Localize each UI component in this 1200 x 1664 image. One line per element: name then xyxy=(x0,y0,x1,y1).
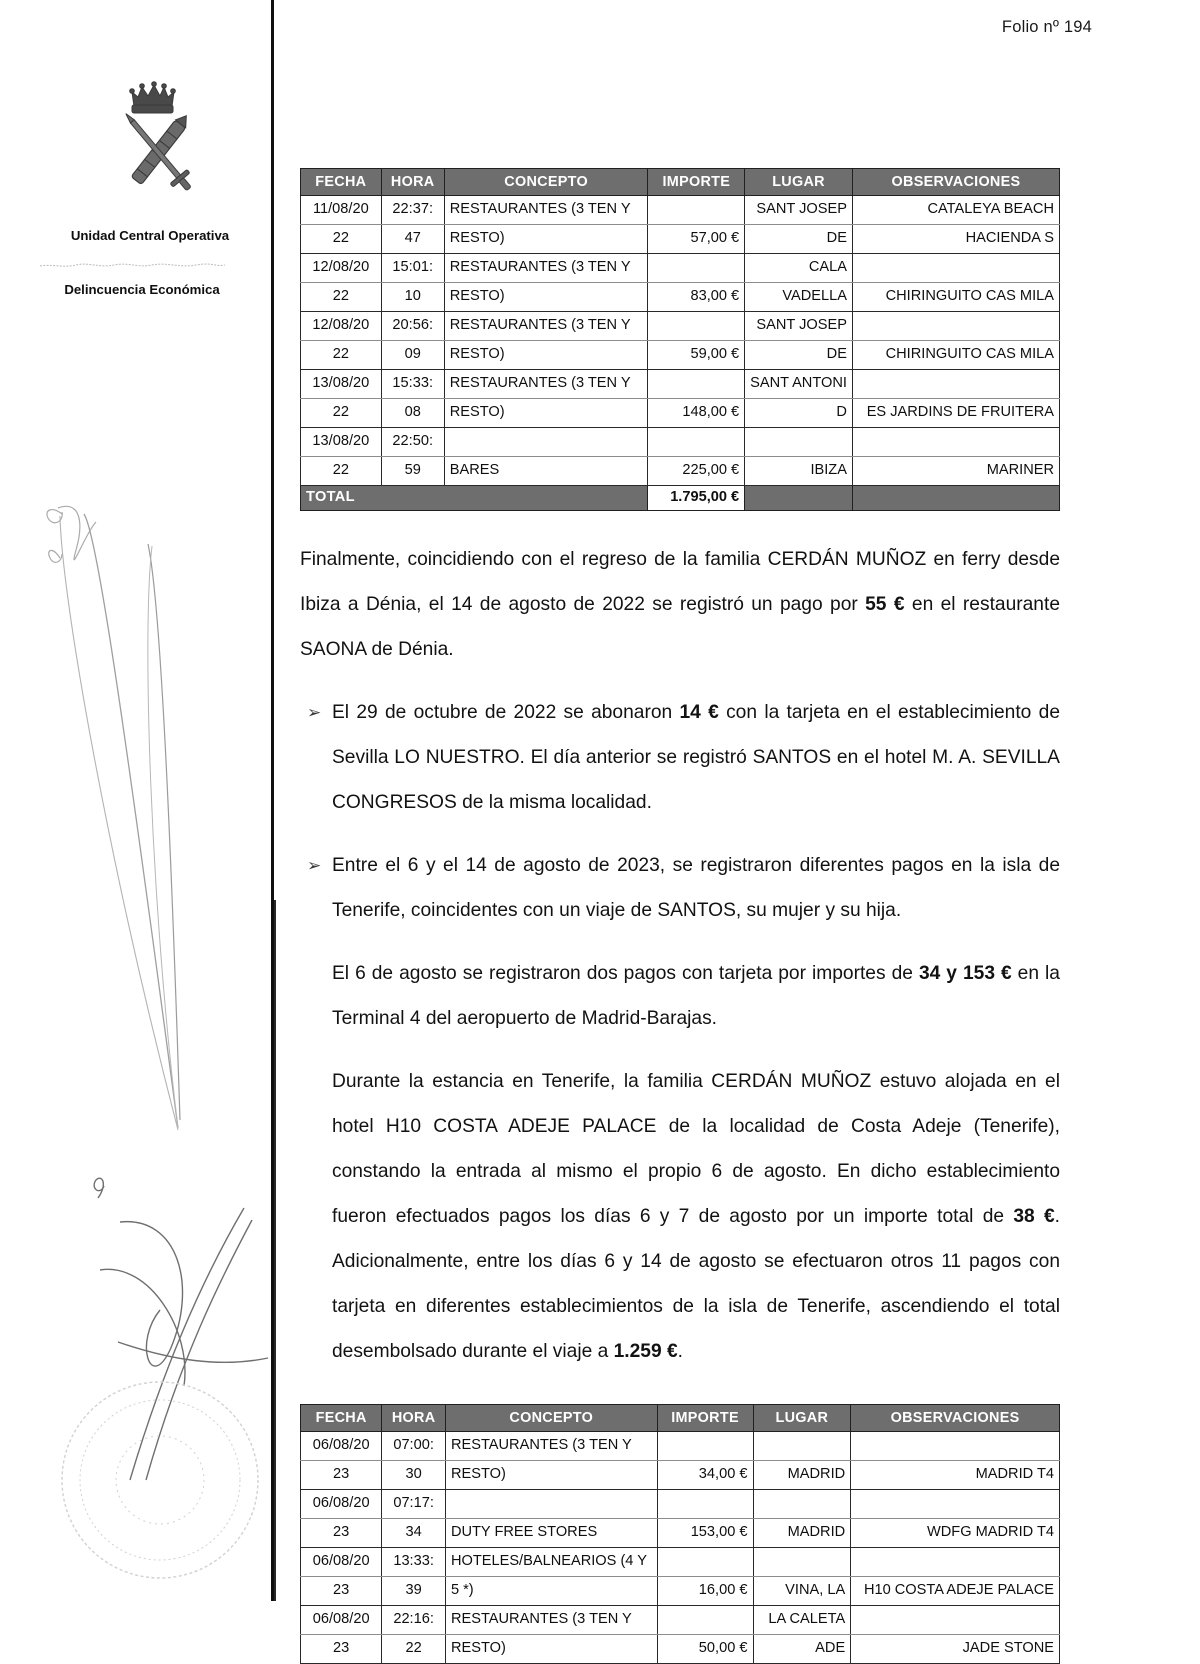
cell-concepto: RESTAURANTES (3 TEN Y xyxy=(444,370,648,399)
paragraph-costa-adeje xyxy=(300,1059,1060,1374)
margin-vertical-rule-lower xyxy=(274,900,276,1601)
table-row xyxy=(301,1490,1060,1519)
table-row xyxy=(301,370,1060,399)
cell-observaciones: HACIENDA S xyxy=(852,225,1059,254)
total-amount: 1.795,00 € xyxy=(648,486,745,511)
cell-fecha: 12/08/20 xyxy=(301,254,382,283)
amount-emphasis: 34 y 153 € xyxy=(918,963,1012,984)
cell-observaciones xyxy=(851,1606,1060,1635)
cell-lugar: VINA, LA xyxy=(753,1577,851,1606)
cell-lugar: LA CALETA xyxy=(753,1606,851,1635)
cell-importe xyxy=(648,312,745,341)
cell-lugar: D xyxy=(745,399,853,428)
table-row xyxy=(301,399,1060,428)
table-header-row xyxy=(301,1405,1060,1432)
bullet-item-sevilla xyxy=(300,690,1060,825)
total-blank-lugar xyxy=(745,486,853,511)
subunit-name-label: Delincuencia Económica xyxy=(64,282,220,297)
cell-hora: 47 xyxy=(381,225,444,254)
cell-concepto: RESTO) xyxy=(444,341,648,370)
cell-importe: 153,00 € xyxy=(657,1519,753,1548)
cell-lugar: DE xyxy=(745,225,853,254)
table-row xyxy=(301,457,1060,486)
cell-hora: 34 xyxy=(382,1519,446,1548)
total-blank-obs xyxy=(852,486,1059,511)
col-header-fecha: FECHA xyxy=(301,1405,382,1432)
cell-observaciones xyxy=(852,312,1059,341)
para-text: El 6 de agosto se registraron dos pagos con tarjeta por importes de xyxy=(332,963,919,984)
cell-observaciones xyxy=(851,1548,1060,1577)
cell-fecha: 06/08/20 xyxy=(301,1490,382,1519)
cell-hora: 09 xyxy=(381,341,444,370)
cell-lugar: MADRID xyxy=(753,1461,851,1490)
cell-observaciones: MADRID T4 xyxy=(851,1461,1060,1490)
col-header-hora: HORA xyxy=(382,1405,446,1432)
cell-importe: 57,00 € xyxy=(648,225,745,254)
cell-observaciones: H10 COSTA ADEJE PALACE xyxy=(851,1577,1060,1606)
cell-importe: 148,00 € xyxy=(648,399,745,428)
col-header-importe: IMPORTE xyxy=(657,1405,753,1432)
cell-hora: 08 xyxy=(381,399,444,428)
cell-observaciones: CHIRINGUITO CAS MILA xyxy=(852,283,1059,312)
cell-concepto: DUTY FREE STORES xyxy=(445,1519,657,1548)
table-row xyxy=(301,254,1060,283)
cell-observaciones: JADE STONE xyxy=(851,1635,1060,1664)
bullet-item-tenerife xyxy=(300,843,1060,933)
cell-lugar: DE xyxy=(745,341,853,370)
table-row xyxy=(301,1461,1060,1490)
cell-hora: 22:16: xyxy=(382,1606,446,1635)
paragraph-finalmente xyxy=(300,537,1060,672)
transactions-table-top xyxy=(300,168,1060,511)
para-text: . Adicionalmente, entre los días 6 y 14 de agosto se efectuaron otros 11 pagos con tarjeta en diferentes establecimientos de la isla de Tenerife, ascendiendo el total desembolsado durante el viaje a xyxy=(332,1206,1060,1362)
cell-concepto: RESTO) xyxy=(445,1635,657,1664)
cell-hora: 22:50: xyxy=(381,428,444,457)
cell-lugar: SANT JOSEP xyxy=(745,312,853,341)
cell-fecha: 22 xyxy=(301,225,382,254)
cell-importe xyxy=(657,1606,753,1635)
amount-emphasis: 1.259 € xyxy=(613,1341,678,1362)
table-row xyxy=(301,1606,1060,1635)
table-row xyxy=(301,1432,1060,1461)
cell-fecha: 13/08/20 xyxy=(301,370,382,399)
paragraph-tenerife: Entre el 6 y el 14 de agosto de 2023, se registraron diferentes pagos en la isla de Tenerife, coincidentes con un viaje de SANTOS, su mujer y su hija. xyxy=(332,855,1060,921)
col-header-importe: IMPORTE xyxy=(648,169,745,196)
table-header-row xyxy=(301,169,1060,196)
table-row xyxy=(301,225,1060,254)
table-row xyxy=(301,1635,1060,1664)
col-header-concepto: CONCEPTO xyxy=(445,1405,657,1432)
cell-hora: 22:37: xyxy=(381,196,444,225)
cell-lugar: IBIZA xyxy=(745,457,853,486)
amount-emphasis: 55 € xyxy=(865,594,905,615)
cell-importe: 59,00 € xyxy=(648,341,745,370)
paragraph-barajas xyxy=(300,951,1060,1041)
cell-hora: 20:56: xyxy=(381,312,444,341)
cell-concepto xyxy=(444,428,648,457)
cell-concepto: RESTAURANTES (3 TEN Y xyxy=(444,196,648,225)
table-total-row xyxy=(301,486,1060,511)
round-rubber-stamp-mark xyxy=(62,1382,258,1578)
cell-concepto: RESTO) xyxy=(445,1461,657,1490)
cell-fecha: 13/08/20 xyxy=(301,428,382,457)
para-text: El 29 de octubre de 2022 se abonaron xyxy=(332,702,680,723)
cell-fecha: 22 xyxy=(301,341,382,370)
cell-concepto: RESTO) xyxy=(444,399,648,428)
cell-observaciones: WDFG MADRID T4 xyxy=(851,1519,1060,1548)
para-text: Durante la estancia en Tenerife, la familia CERDÁN MUÑOZ estuvo alojada en el hotel H10 COSTA ADEJE PALACE de la localidad de Costa Adeje (Tenerife), constando la entrada al mismo el propio 6 de agosto. En dicho establecimiento fueron efectuados pagos los días 6 y 7 de agosto por un importe total de xyxy=(332,1071,1060,1227)
table-row xyxy=(301,1548,1060,1577)
cell-fecha: 23 xyxy=(301,1461,382,1490)
cell-fecha: 22 xyxy=(301,457,382,486)
col-header-lugar: LUGAR xyxy=(753,1405,851,1432)
col-header-hora: HORA xyxy=(381,169,444,196)
col-header-fecha: FECHA xyxy=(301,169,382,196)
cell-hora: 10 xyxy=(381,283,444,312)
cell-observaciones xyxy=(851,1432,1060,1461)
cell-hora: 22 xyxy=(382,1635,446,1664)
cell-importe xyxy=(648,370,745,399)
cell-fecha: 23 xyxy=(301,1519,382,1548)
cell-fecha: 06/08/20 xyxy=(301,1548,382,1577)
cell-importe xyxy=(648,196,745,225)
para-text: en el restaurante SAONA de Dénia. xyxy=(300,594,1060,660)
cell-concepto: RESTAURANTES (3 TEN Y xyxy=(444,312,648,341)
cell-importe xyxy=(657,1490,753,1519)
cell-observaciones xyxy=(852,428,1059,457)
cell-fecha: 23 xyxy=(301,1577,382,1606)
cell-hora: 07:00: xyxy=(382,1432,446,1461)
cell-observaciones xyxy=(851,1490,1060,1519)
table-row xyxy=(301,1577,1060,1606)
unit-name-label: Unidad Central Operativa xyxy=(70,228,230,243)
margin-annotations xyxy=(0,480,275,1480)
cell-concepto: RESTO) xyxy=(444,283,648,312)
cell-observaciones: CHIRINGUITO CAS MILA xyxy=(852,341,1059,370)
cell-lugar: SANT ANTONI xyxy=(745,370,853,399)
para-text: . xyxy=(677,1341,683,1362)
cell-concepto: BARES xyxy=(444,457,648,486)
cell-lugar: ADE xyxy=(753,1635,851,1664)
cell-hora: 59 xyxy=(381,457,444,486)
cell-lugar: MADRID xyxy=(753,1519,851,1548)
col-header-observaciones: OBSERVACIONES xyxy=(851,1405,1060,1432)
cell-concepto xyxy=(445,1490,657,1519)
total-label: TOTAL xyxy=(301,486,648,511)
cell-lugar xyxy=(753,1548,851,1577)
para-text: con la tarjeta en el establecimiento de Sevilla LO NUESTRO. El día anterior se registró SANTOS en el hotel M. A. SEVILLA CONGRESOS de la misma localidad. xyxy=(332,702,1060,813)
cell-observaciones: MARINER xyxy=(852,457,1059,486)
cell-concepto: 5 *) xyxy=(445,1577,657,1606)
cell-lugar xyxy=(753,1432,851,1461)
guardia-civil-crest-icon xyxy=(108,72,208,202)
cell-importe xyxy=(648,428,745,457)
cell-importe xyxy=(657,1548,753,1577)
cell-importe: 16,00 € xyxy=(657,1577,753,1606)
table-row xyxy=(301,283,1060,312)
bullet-arrow-icon: ➢ xyxy=(307,703,322,722)
cell-importe: 50,00 € xyxy=(657,1635,753,1664)
cell-hora: 13:33: xyxy=(382,1548,446,1577)
handwritten-signature-mark xyxy=(47,506,180,1130)
cell-observaciones xyxy=(852,370,1059,399)
table-row xyxy=(301,1519,1060,1548)
cell-importe xyxy=(648,254,745,283)
cell-importe: 34,00 € xyxy=(657,1461,753,1490)
cell-fecha: 06/08/20 xyxy=(301,1432,382,1461)
cell-lugar: CALA xyxy=(745,254,853,283)
cell-lugar: SANT JOSEP xyxy=(745,196,853,225)
cell-concepto: RESTAURANTES (3 TEN Y xyxy=(444,254,648,283)
cell-hora: 39 xyxy=(382,1577,446,1606)
para-text: Finalmente, coincidiendo con el regreso de la familia CERDÁN MUÑOZ en ferry desde Ibiza a Dénia, el 14 de agosto de 2022 se registró un pago por xyxy=(300,549,1060,615)
cell-concepto: RESTAURANTES (3 TEN Y xyxy=(445,1432,657,1461)
amount-emphasis: 14 € xyxy=(679,702,719,723)
para-text: en la Terminal 4 del aeropuerto de Madrid-Barajas. xyxy=(332,963,1060,1029)
cell-hora: 30 xyxy=(382,1461,446,1490)
col-header-lugar: LUGAR xyxy=(745,169,853,196)
handwritten-signature-mark-2 xyxy=(94,1178,268,1480)
amount-emphasis: 38 € xyxy=(1013,1206,1055,1227)
table-row xyxy=(301,196,1060,225)
paragraph-sevilla xyxy=(332,690,1060,825)
table-row xyxy=(301,341,1060,370)
cell-lugar xyxy=(745,428,853,457)
cell-observaciones: CATALEYA BEACH xyxy=(852,196,1059,225)
cell-fecha: 11/08/20 xyxy=(301,196,382,225)
cell-concepto: RESTO) xyxy=(444,225,648,254)
col-header-observaciones: OBSERVACIONES xyxy=(852,169,1059,196)
cell-lugar: VADELLA xyxy=(745,283,853,312)
cell-observaciones xyxy=(852,254,1059,283)
transactions-table-bottom xyxy=(300,1404,1060,1664)
cell-fecha: 22 xyxy=(301,399,382,428)
cell-lugar xyxy=(753,1490,851,1519)
folio-number: Folio nº 194 xyxy=(1001,18,1092,36)
cell-fecha: 06/08/20 xyxy=(301,1606,382,1635)
cell-hora: 15:33: xyxy=(381,370,444,399)
cell-fecha: 23 xyxy=(301,1635,382,1664)
cell-concepto: HOTELES/BALNEARIOS (4 Y xyxy=(445,1548,657,1577)
table-row xyxy=(301,428,1060,457)
cell-importe: 83,00 € xyxy=(648,283,745,312)
unit-divider-scribble xyxy=(40,256,225,263)
table-row xyxy=(301,312,1060,341)
cell-hora: 15:01: xyxy=(381,254,444,283)
cell-hora: 07:17: xyxy=(382,1490,446,1519)
cell-fecha: 12/08/20 xyxy=(301,312,382,341)
col-header-concepto: CONCEPTO xyxy=(444,169,648,196)
cell-importe: 225,00 € xyxy=(648,457,745,486)
cell-observaciones: ES JARDINS DE FRUITERA xyxy=(852,399,1059,428)
cell-fecha: 22 xyxy=(301,283,382,312)
cell-concepto: RESTAURANTES (3 TEN Y xyxy=(445,1606,657,1635)
cell-importe xyxy=(657,1432,753,1461)
bullet-arrow-icon: ➢ xyxy=(307,856,322,875)
